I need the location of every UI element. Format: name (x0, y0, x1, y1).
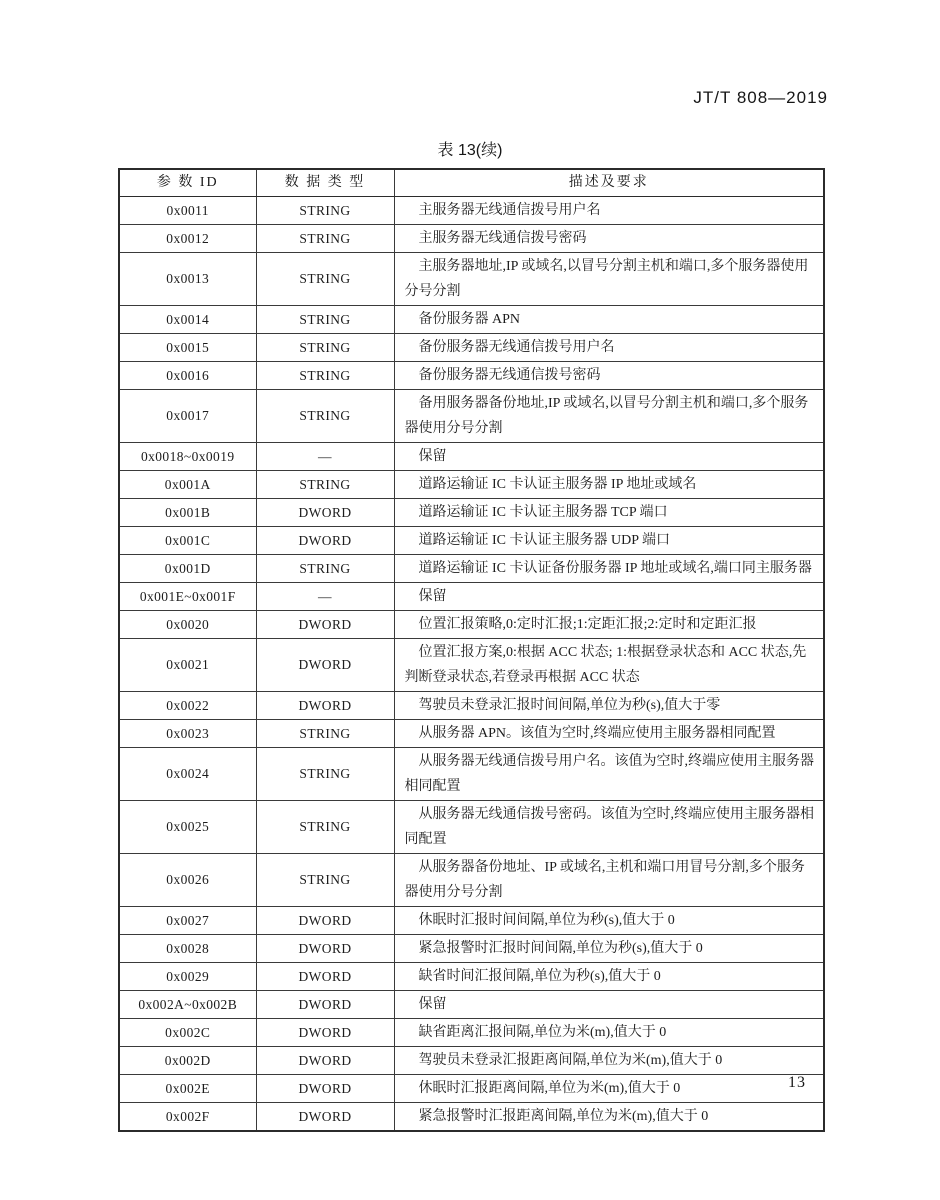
table-row (119, 1074, 824, 1102)
param-id-cell: 0x0024 (119, 747, 256, 800)
description-cell: 道路运输证 IC 卡认证主服务器 TCP 端口 (394, 498, 824, 526)
table-row (119, 638, 824, 691)
data-type-cell: DWORD (256, 1102, 394, 1131)
param-id-cell: 0x0023 (119, 719, 256, 747)
standard-number: JT/T 808—2019 (693, 88, 828, 107)
table-row (119, 906, 824, 934)
description-cell: 道路运输证 IC 卡认证主服务器 IP 地址或域名 (394, 470, 824, 498)
table-row (119, 252, 824, 305)
data-type-cell: STRING (256, 252, 394, 305)
description-cell: 位置汇报方案,0:根据 ACC 状态; 1:根据登录状态和 ACC 状态,先判断登录状态,若登录再根据 ACC 状态 (394, 638, 824, 691)
col-header-description: 描述及要求 (394, 169, 824, 196)
table-caption: 表 13(续) (437, 142, 503, 159)
data-type-cell: DWORD (256, 638, 394, 691)
data-type-cell: DWORD (256, 990, 394, 1018)
data-type-cell: STRING (256, 747, 394, 800)
data-type-cell: DWORD (256, 934, 394, 962)
table-row (119, 554, 824, 582)
description-cell: 驾驶员未登录汇报距离间隔,单位为米(m),值大于 0 (394, 1046, 824, 1074)
table-row (119, 1018, 824, 1046)
param-id-cell: 0x0016 (119, 361, 256, 389)
data-type-cell: DWORD (256, 962, 394, 990)
table-row (119, 610, 824, 638)
table-row (119, 389, 824, 442)
table-row (119, 470, 824, 498)
table-row (119, 719, 824, 747)
description-cell: 保留 (394, 990, 824, 1018)
description-cell: 保留 (394, 442, 824, 470)
description-cell: 位置汇报策略,0:定时汇报;1:定距汇报;2:定时和定距汇报 (394, 610, 824, 638)
data-type-cell: DWORD (256, 1018, 394, 1046)
col-header-data-type: 数 据 类 型 (256, 169, 394, 196)
table-row (119, 196, 824, 224)
param-id-cell: 0x001B (119, 498, 256, 526)
page-number: 13 (788, 1074, 806, 1091)
param-id-cell: 0x002A~0x002B (119, 990, 256, 1018)
description-cell: 主服务器无线通信拨号用户名 (394, 196, 824, 224)
data-type-cell: DWORD (256, 691, 394, 719)
data-type-cell: STRING (256, 305, 394, 333)
param-id-cell: 0x0017 (119, 389, 256, 442)
param-id-cell: 0x001E~0x001F (119, 582, 256, 610)
description-cell: 休眠时汇报时间间隔,单位为秒(s),值大于 0 (394, 906, 824, 934)
col-header-param-id: 参 数 ID (119, 169, 256, 196)
parameters-table (118, 168, 825, 1132)
description-cell: 备份服务器无线通信拨号用户名 (394, 333, 824, 361)
description-cell: 缺省距离汇报间隔,单位为米(m),值大于 0 (394, 1018, 824, 1046)
data-type-cell: STRING (256, 196, 394, 224)
table-row (119, 853, 824, 906)
param-id-cell: 0x0018~0x0019 (119, 442, 256, 470)
data-type-cell: STRING (256, 719, 394, 747)
param-id-cell: 0x0012 (119, 224, 256, 252)
table-row (119, 691, 824, 719)
param-id-cell: 0x0025 (119, 800, 256, 853)
description-cell: 紧急报警时汇报距离间隔,单位为米(m),值大于 0 (394, 1102, 824, 1131)
data-type-cell: DWORD (256, 1074, 394, 1102)
table-row (119, 361, 824, 389)
table-row (119, 800, 824, 853)
data-type-cell: STRING (256, 554, 394, 582)
param-id-cell: 0x002F (119, 1102, 256, 1131)
table-row (119, 1046, 824, 1074)
data-type-cell: STRING (256, 389, 394, 442)
param-id-cell: 0x002C (119, 1018, 256, 1046)
param-id-cell: 0x0026 (119, 853, 256, 906)
param-id-cell: 0x0011 (119, 196, 256, 224)
param-id-cell: 0x0020 (119, 610, 256, 638)
table-row (119, 333, 824, 361)
table-row (119, 526, 824, 554)
data-type-cell: STRING (256, 853, 394, 906)
data-type-cell: DWORD (256, 526, 394, 554)
table-row (119, 934, 824, 962)
table-row (119, 1102, 824, 1131)
description-cell: 从服务器备份地址、IP 或域名,主机和端口用冒号分割,多个服务器使用分号分割 (394, 853, 824, 906)
data-type-cell: STRING (256, 224, 394, 252)
param-id-cell: 0x0027 (119, 906, 256, 934)
data-type-cell: — (256, 582, 394, 610)
description-cell: 备份服务器 APN (394, 305, 824, 333)
table-row (119, 582, 824, 610)
description-cell: 从服务器无线通信拨号密码。该值为空时,终端应使用主服务器相同配置 (394, 800, 824, 853)
param-id-cell: 0x002D (119, 1046, 256, 1074)
table-row (119, 498, 824, 526)
data-type-cell: STRING (256, 333, 394, 361)
data-type-cell: STRING (256, 800, 394, 853)
data-type-cell: DWORD (256, 906, 394, 934)
table-row (119, 990, 824, 1018)
data-type-cell: DWORD (256, 610, 394, 638)
description-cell: 主服务器无线通信拨号密码 (394, 224, 824, 252)
param-id-cell: 0x0028 (119, 934, 256, 962)
data-type-cell: STRING (256, 470, 394, 498)
description-cell: 驾驶员未登录汇报时间间隔,单位为秒(s),值大于零 (394, 691, 824, 719)
table-row (119, 442, 824, 470)
data-type-cell: DWORD (256, 1046, 394, 1074)
param-id-cell: 0x001A (119, 470, 256, 498)
description-cell: 道路运输证 IC 卡认证主服务器 UDP 端口 (394, 526, 824, 554)
param-id-cell: 0x0029 (119, 962, 256, 990)
param-id-cell: 0x001D (119, 554, 256, 582)
description-cell: 休眠时汇报距离间隔,单位为米(m),值大于 0 (394, 1074, 824, 1102)
data-type-cell: — (256, 442, 394, 470)
param-id-cell: 0x001C (119, 526, 256, 554)
param-id-cell: 0x0022 (119, 691, 256, 719)
data-type-cell: STRING (256, 361, 394, 389)
param-id-cell: 0x0021 (119, 638, 256, 691)
param-id-cell: 0x0015 (119, 333, 256, 361)
table-row (119, 305, 824, 333)
param-id-cell: 0x0014 (119, 305, 256, 333)
description-cell: 备份服务器无线通信拨号密码 (394, 361, 824, 389)
data-type-cell: DWORD (256, 498, 394, 526)
description-cell: 备用服务器备份地址,IP 或域名,以冒号分割主机和端口,多个服务器使用分号分割 (394, 389, 824, 442)
table-row (119, 224, 824, 252)
table-row (119, 962, 824, 990)
table-row (119, 747, 824, 800)
description-cell: 紧急报警时汇报时间间隔,单位为秒(s),值大于 0 (394, 934, 824, 962)
description-cell: 主服务器地址,IP 或域名,以冒号分割主机和端口,多个服务器使用分号分割 (394, 252, 824, 305)
description-cell: 道路运输证 IC 卡认证备份服务器 IP 地址或域名,端口同主服务器 (394, 554, 824, 582)
description-cell: 从服务器无线通信拨号用户名。该值为空时,终端应使用主服务器相同配置 (394, 747, 824, 800)
param-id-cell: 0x0013 (119, 252, 256, 305)
description-cell: 从服务器 APN。该值为空时,终端应使用主服务器相同配置 (394, 719, 824, 747)
param-id-cell: 0x002E (119, 1074, 256, 1102)
description-cell: 缺省时间汇报间隔,单位为秒(s),值大于 0 (394, 962, 824, 990)
description-cell: 保留 (394, 582, 824, 610)
table-header-row (119, 169, 824, 196)
